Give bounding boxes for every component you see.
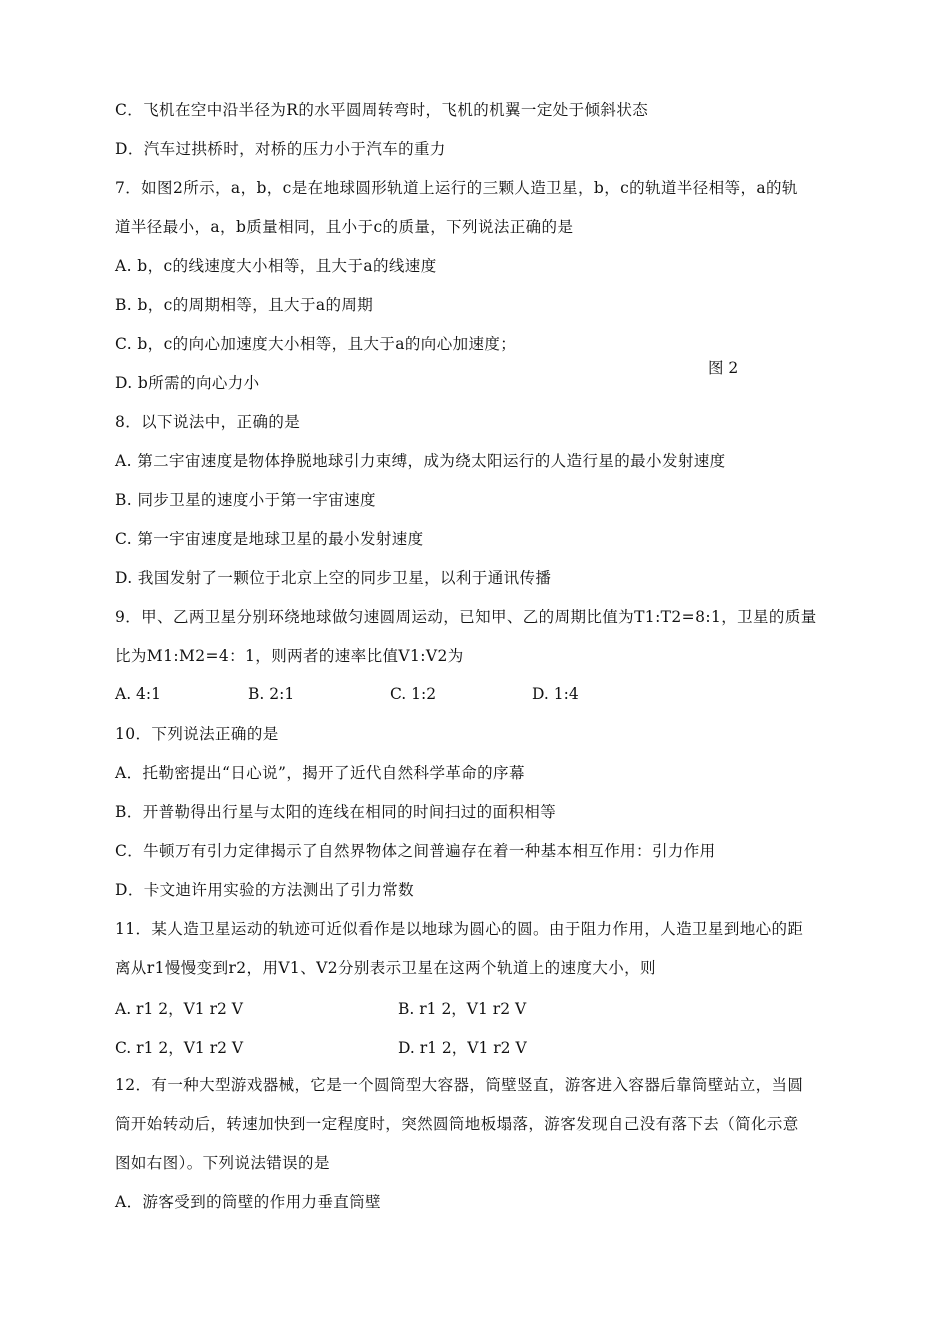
q8-option-d: D. 我国发射了一颗位于北京上空的同步卫星，以利于通讯传播 [115, 569, 552, 587]
q9-option-b: B. 2:1 [248, 685, 295, 703]
q9-stem-line2: 比为M1:M2=4：1，则两者的速率比值V1:V2为 [115, 647, 464, 665]
q8-option-a: A. 第二宇宙速度是物体挣脱地球引力束缚，成为绕太阳运行的人造行星的最小发射速度 [115, 452, 726, 470]
q11-option-c: C. r1 2，V1 r2 V [115, 1039, 244, 1057]
q7-option-a: A. b，c的线速度大小相等，且大于a的线速度 [115, 257, 437, 275]
q11-stem-line2: 离从r1慢慢变到r2，用V1、V2分别表示卫星在这两个轨道上的速度大小，则 [115, 959, 656, 977]
q11-option-a: A. r1 2，V1 r2 V [115, 1000, 243, 1018]
q7-option-c: C. b，c的向心加速度大小相等，且大于a的向心加速度； [115, 335, 517, 353]
q12-stem-line1: 12．有一种大型游戏器械，它是一个圆筒型大容器，筒壁竖直，游客进入容器后靠筒壁站立，当圆 [115, 1076, 804, 1094]
q10-option-b: B．开普勒得出行星与太阳的连线在相同的时间扫过的面积相等 [115, 803, 557, 821]
q7-option-d: D. b所需的向心力小 [115, 374, 260, 392]
q11-stem-line1: 11．某人造卫星运动的轨迹可近似看作是以地球为圆心的圆。由于阻力作用，人造卫星到地心的距 [115, 920, 804, 938]
q7-option-b: B. b，c的周期相等，且大于a的周期 [115, 296, 374, 314]
q9-option-c: C. 1:2 [390, 685, 437, 703]
q9-option-a: A. 4:1 [115, 685, 161, 703]
q10-option-a: A．托勒密提出“日心说”，揭开了近代自然科学革命的序幕 [115, 764, 525, 782]
q8-stem: 8．以下说法中，正确的是 [115, 413, 301, 431]
q11-option-b: B. r1 2，V1 r2 V [398, 1000, 527, 1018]
q8-option-c: C. 第一宇宙速度是地球卫星的最小发射速度 [115, 530, 424, 548]
q12-option-a: A．游客受到的筒壁的作用力垂直筒壁 [115, 1193, 381, 1211]
figure-2-label: 图 2 [708, 359, 739, 377]
q6-option-c: C．飞机在空中沿半径为R的水平圆周转弯时，飞机的机翼一定处于倾斜状态 [115, 101, 649, 119]
q11-option-d: D. r1 2，V1 r2 V [398, 1039, 527, 1057]
q8-option-b: B. 同步卫星的速度小于第一宇宙速度 [115, 491, 376, 509]
q9-option-d: D. 1:4 [532, 685, 579, 703]
q7-stem-line1: 7．如图2所示，a，b，c是在地球圆形轨道上运行的三颗人造卫星，b，c的轨道半径相等，a的轨 [115, 179, 798, 197]
q9-stem-line1: 9．甲、乙两卫星分别环绕地球做匀速圆周运动，已知甲、乙的周期比值为T1:T2=8:1，卫星的质量 [115, 608, 817, 626]
q6-option-d: D．汽车过拱桥时，对桥的压力小于汽车的重力 [115, 140, 446, 158]
q10-option-c: C．牛顿万有引力定律揭示了自然界物体之间普遍存在着一种基本相互作用：引力作用 [115, 842, 716, 860]
q12-stem-line2: 筒开始转动后，转速加快到一定程度时，突然圆筒地板塌落，游客发现自己没有落下去（简化示意 [115, 1115, 799, 1133]
q7-stem-line2: 道半径最小，a，b质量相同，且小于c的质量，下列说法正确的是 [115, 218, 574, 236]
q10-stem: 10．下列说法正确的是 [115, 725, 279, 743]
q10-option-d: D．卡文迪许用实验的方法测出了引力常数 [115, 881, 415, 899]
q12-stem-line3: 图如右图）。下列说法错误的是 [115, 1154, 330, 1172]
